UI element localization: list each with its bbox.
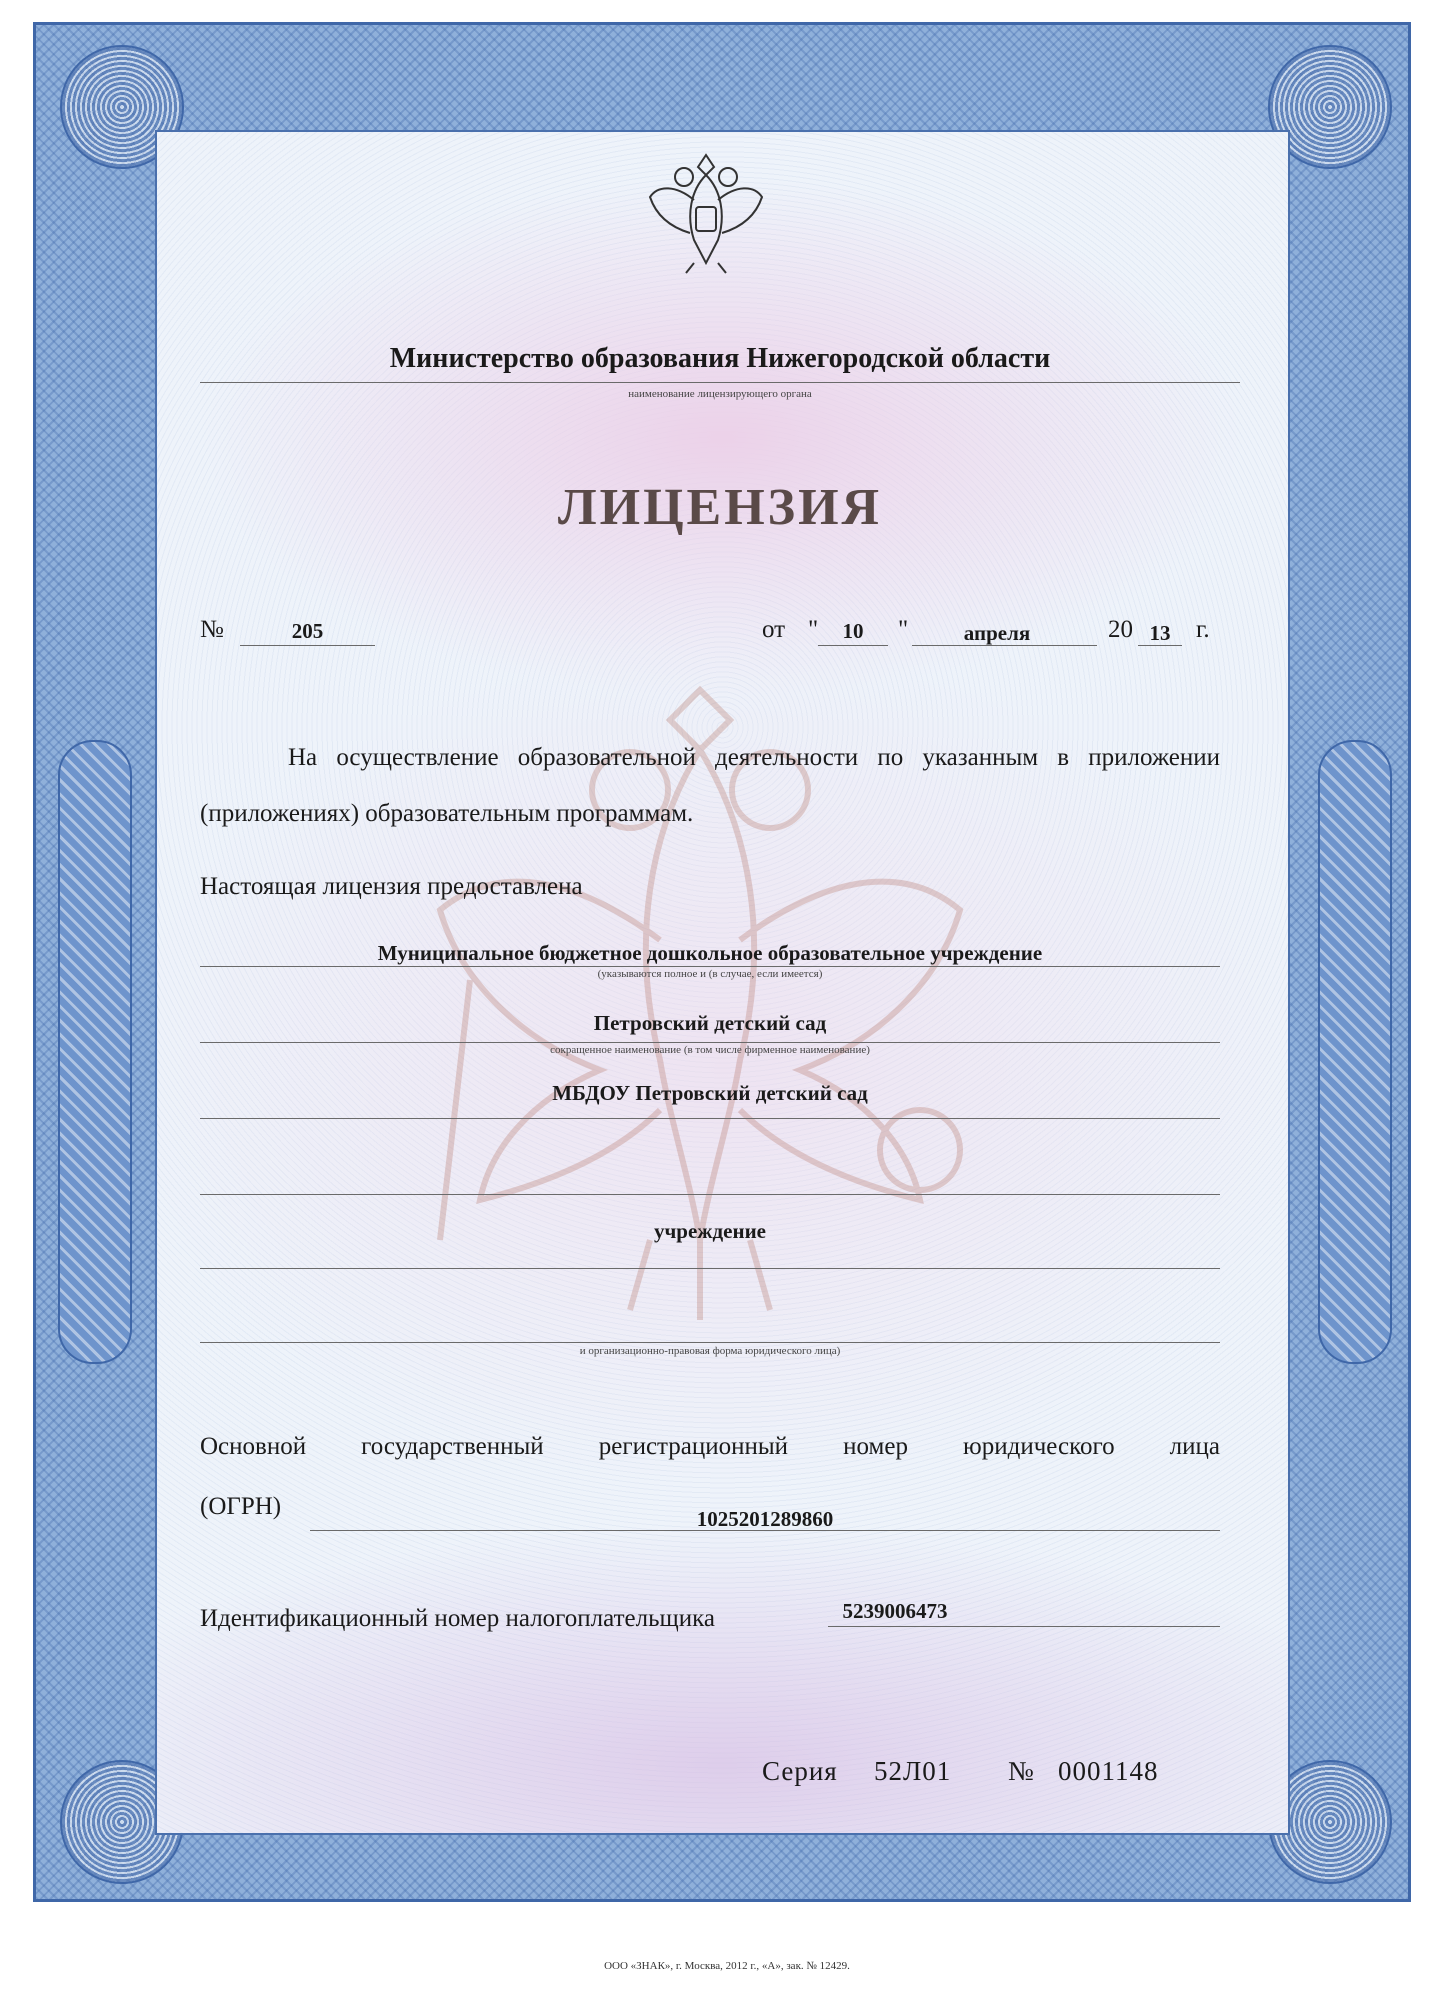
- short-name: МБДОУ Петровский детский сад: [552, 1081, 868, 1105]
- legal-form-line: [200, 1268, 1220, 1269]
- blank-line-1: [200, 1194, 1220, 1195]
- full-name-line2: Петровский детский сад: [593, 1011, 827, 1035]
- quote-open: ": [808, 616, 819, 643]
- year-line: [1138, 645, 1182, 646]
- legal-form-caption: и организационно-правовая форма юридического лица): [579, 1345, 841, 1357]
- year-unit: г.: [1196, 616, 1210, 643]
- full-name-line: [200, 966, 1220, 967]
- ogrn-label-line2: (ОГРН): [200, 1493, 282, 1520]
- ogrn-line: [310, 1530, 1220, 1531]
- year-suffix: 13: [1149, 621, 1171, 645]
- legal-form: учреждение: [653, 1219, 767, 1243]
- series-number-sign: №: [1008, 1756, 1035, 1786]
- full-name-line2-line: [200, 1042, 1220, 1043]
- purpose-text: На осуществление образовательной деятельности по указанным в приложении (приложениях) образовательным программам.: [200, 744, 1220, 827]
- ogrn-value: 1025201289860: [696, 1507, 834, 1531]
- license-number: 205: [291, 619, 324, 643]
- granted-to-label: Настоящая лицензия предоставлена: [200, 873, 583, 900]
- series-label: Серия: [762, 1756, 838, 1786]
- blank-line-2: [200, 1342, 1220, 1343]
- series-code: 52Л01: [874, 1756, 952, 1786]
- licensing-authority-name: Министерство образования Нижегородской области: [389, 343, 1051, 374]
- side-ornament-right: [1318, 740, 1392, 1364]
- ogrn-label-line1: Основной государственный регистрационный номер юридического лица: [200, 1433, 1220, 1460]
- printer-note: ООО «ЗНАК», г. Москва, 2012 г., «А», зак. № 12429.: [604, 1960, 850, 1972]
- date-month-line: [912, 645, 1097, 646]
- short-name-line: [200, 1118, 1220, 1119]
- inn-value: 5239006473: [842, 1599, 948, 1623]
- full-name: Муниципальное бюджетное дошкольное образовательное учреждение: [377, 941, 1043, 965]
- number-sign: №: [200, 616, 224, 643]
- document-title: ЛИЦЕНЗИЯ: [557, 479, 883, 536]
- quote-close: ": [898, 616, 909, 643]
- series-number: 0001148: [1058, 1756, 1159, 1786]
- inn-line: [828, 1626, 1220, 1627]
- year-prefix: 20: [1108, 616, 1133, 643]
- date-month: апреля: [963, 621, 1031, 645]
- full-name-caption: (указываются полное и (в случае, если имеется): [597, 968, 823, 980]
- date-prefix: от: [762, 616, 786, 643]
- authority-caption: наименование лицензирующего органа: [628, 388, 812, 400]
- coat-of-arms-icon: [646, 145, 766, 275]
- inn-label: Идентификационный номер налогоплательщика: [200, 1605, 716, 1632]
- short-name-caption: сокращенное наименование (в том числе фирменное наименование): [550, 1044, 870, 1056]
- authority-underline: [200, 382, 1240, 383]
- license-number-line: [240, 645, 375, 646]
- date-day-line: [818, 645, 888, 646]
- side-ornament-left: [58, 740, 132, 1364]
- date-day: 10: [842, 619, 864, 643]
